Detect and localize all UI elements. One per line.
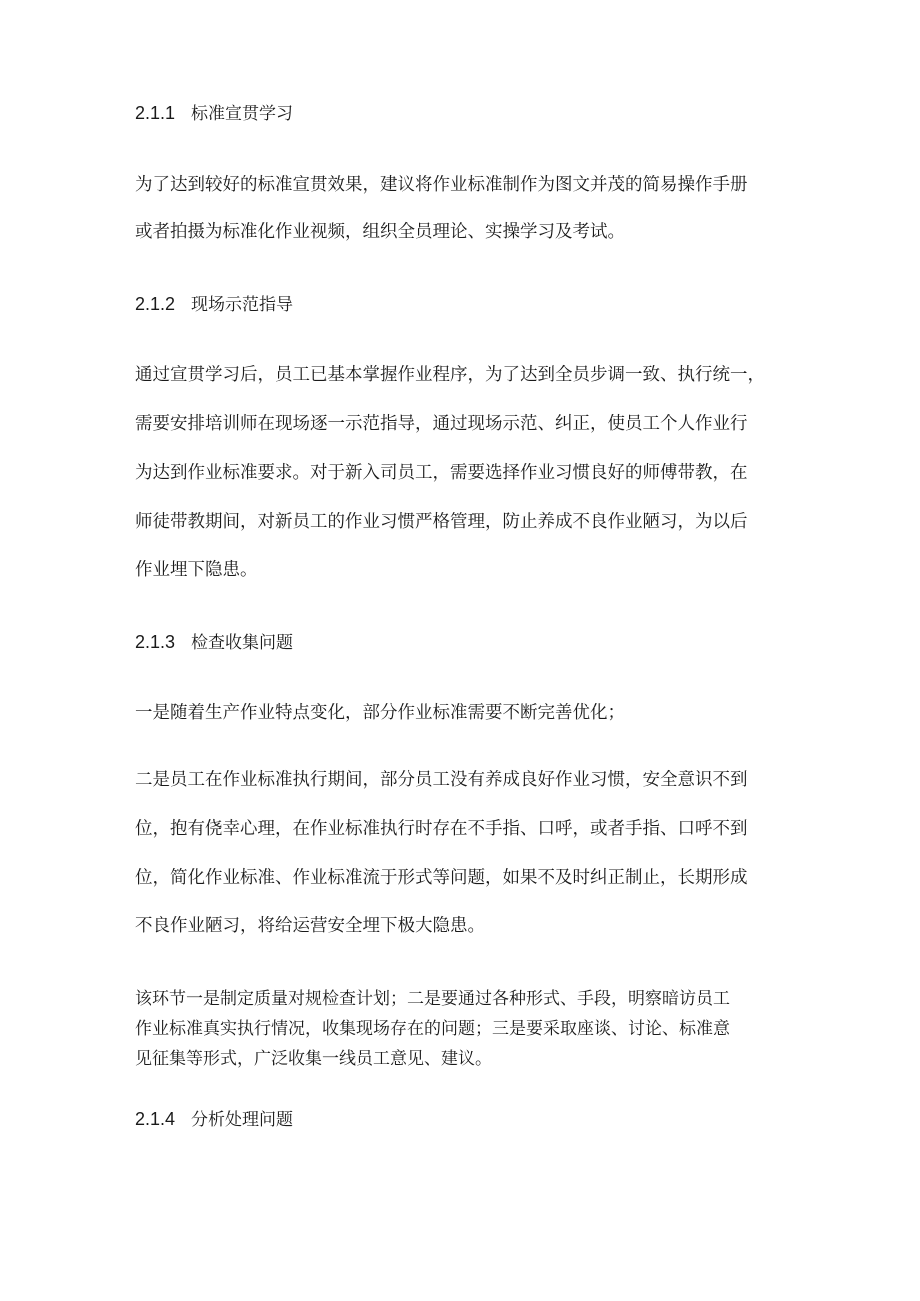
section-title: 检查收集问题 <box>191 633 293 653</box>
paragraph-line: 为达到作业标准要求。对于新入司员工，需要选择作业习惯良好的师傅带教，在 <box>135 463 748 483</box>
section-heading-2-1-4 <box>135 1107 293 1132</box>
paragraph-line: 见征集等形式，广泛收集一线员工意见、建议。 <box>135 1049 492 1069</box>
paragraph-line: 二是员工在作业标准执行期间，部分员工没有养成良好作业习惯，安全意识不到 <box>135 770 748 790</box>
section-number: 2.1.1 <box>135 103 176 123</box>
section-title: 标准宣贯学习 <box>191 104 293 124</box>
section-number: 2.1.4 <box>135 1109 176 1129</box>
paragraph-line: 该环节一是制定质量对规检查计划；二是要通过各种形式、手段，明察暗访员工 <box>135 989 730 1009</box>
section-number: 2.1.3 <box>135 632 176 652</box>
paragraph-line: 位，简化作业标准、作业标准流于形式等问题，如果不及时纠正制止，长期形成 <box>135 868 748 888</box>
paragraph-line: 需要安排培训师在现场逐一示范指导，通过现场示范、纠正，使员工个人作业行 <box>135 414 748 434</box>
paragraph-line: 为了达到较好的标准宣贯效果，建议将作业标准制作为图文并茂的简易操作手册 <box>135 175 748 195</box>
section-heading-2-1-2 <box>135 292 293 317</box>
paragraph-line: 不良作业陋习，将给运营安全埋下极大隐患。 <box>135 916 485 936</box>
section-title: 现场示范指导 <box>191 295 293 315</box>
section-heading-2-1-1 <box>135 101 293 126</box>
paragraph-line: 作业埋下隐患。 <box>135 560 258 580</box>
section-number: 2.1.2 <box>135 294 176 314</box>
section-heading-2-1-3 <box>135 630 293 655</box>
section-title: 分析处理问题 <box>191 1110 293 1130</box>
paragraph-line: 或者拍摄为标准化作业视频，组织全员理论、实操学习及考试。 <box>135 222 625 242</box>
paragraph-line: 一是随着生产作业特点变化，部分作业标准需要不断完善优化； <box>135 703 625 723</box>
paragraph-line: 师徒带教期间，对新员工的作业习惯严格管理，防止养成不良作业陋习，为以后 <box>135 512 748 532</box>
paragraph-line: 作业标准真实执行情况，收集现场存在的问题；三是要采取座谈、讨论、标准意 <box>135 1019 730 1039</box>
paragraph-line: 通过宣贯学习后，员工已基本掌握作业程序，为了达到全员步调一致、执行统一， <box>135 365 765 385</box>
paragraph-line: 位，抱有侥幸心理，在作业标准执行时存在不手指、口呼，或者手指、口呼不到 <box>135 819 748 839</box>
